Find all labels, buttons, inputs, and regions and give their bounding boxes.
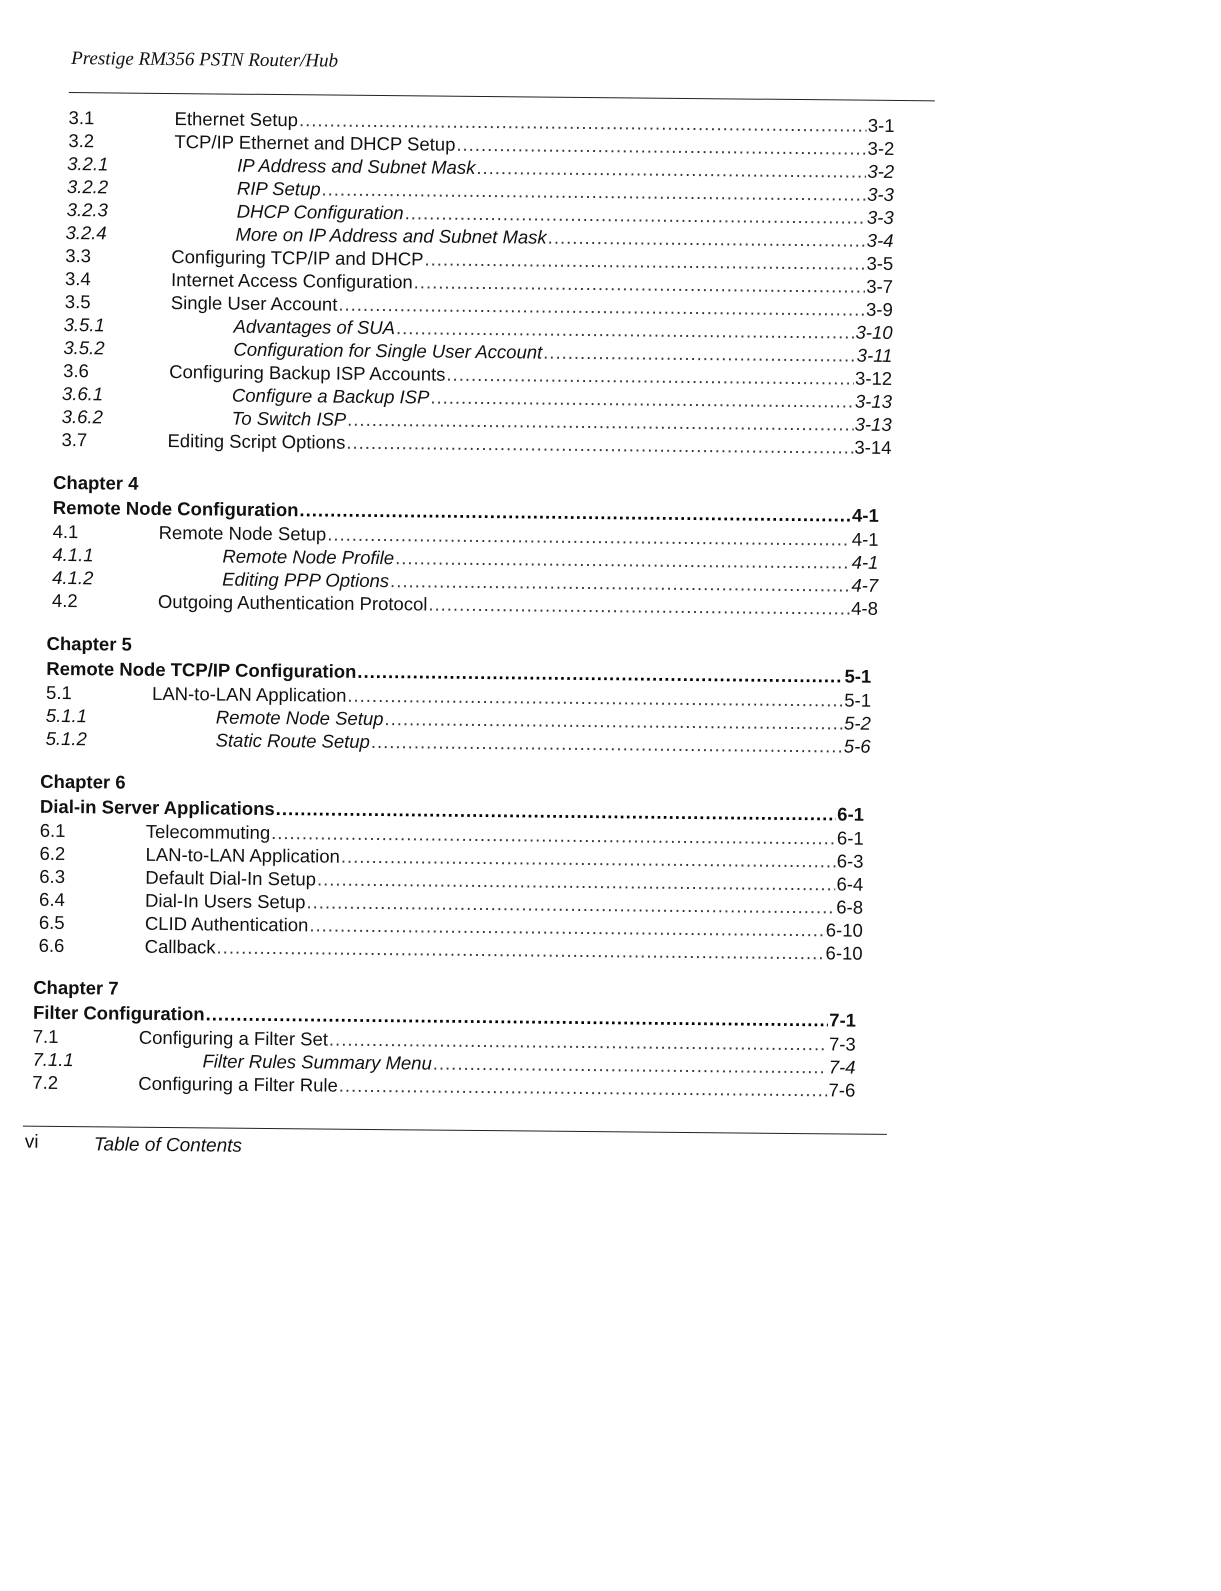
toc-entry-page: 3-4: [866, 229, 894, 251]
toc-entry-title: Configure a Backup ISP: [231, 384, 430, 408]
toc-entry-page: 6-8: [836, 896, 864, 918]
toc-entry-title: Configuring a Filter Set: [138, 1026, 329, 1050]
toc-entry-title: Outgoing Authentication Protocol: [157, 590, 428, 615]
toc-entry-number: 3.7: [61, 428, 88, 451]
toc-entry-number: 3.3: [65, 245, 92, 267]
toc-entry-title: Internet Access Configuration: [170, 269, 413, 293]
toc-entry-number: 6.2: [39, 842, 66, 865]
toc-entry-page: 5-2: [843, 712, 871, 734]
toc-entry-number: 6.1: [39, 819, 66, 842]
toc-entry-title: Editing Script Options: [167, 429, 346, 453]
toc-entry-title: Remote Node Profile: [222, 545, 395, 569]
toc-entry-number: 3.5: [64, 291, 91, 313]
chapter-label: Chapter 7: [33, 976, 119, 999]
toc-entry-title: Advantages of SUA: [233, 315, 396, 339]
toc-entry-title: LAN-to-LAN Application: [151, 682, 347, 706]
toc-entry-page: 7-1: [829, 1009, 857, 1031]
toc-entry-number: 4.1.1: [52, 543, 94, 566]
toc-entry-number: 3.5.1: [63, 313, 105, 336]
toc-entry-title: Remote Node Setup: [215, 706, 384, 730]
toc-entry-title: Dial-in Server Applications: [39, 795, 275, 820]
toc-entry-number: 3.6: [63, 359, 90, 382]
toc-entry-number: 3.2: [68, 130, 95, 152]
toc-entry-page: 3-7: [866, 275, 894, 297]
toc-entry-page: 6-10: [825, 942, 863, 964]
toc-entry-title: Filter Configuration: [32, 1001, 205, 1025]
dot-leader: [543, 341, 856, 367]
header-rule: [69, 92, 935, 101]
toc-entry-page: 3-11: [856, 344, 893, 366]
toc-entry-page: 3-2: [867, 137, 895, 159]
toc-entry-title: Remote Node Configuration: [52, 496, 299, 521]
dot-leader: [216, 935, 824, 964]
toc-entry-number: 7.1: [32, 1025, 59, 1047]
toc-entry-title: DHCP Configuration: [236, 200, 404, 224]
toc-entry-page: 7-4: [828, 1056, 856, 1078]
toc-entry-title: Editing PPP Options: [222, 568, 390, 592]
toc-entry-page: 3-5: [866, 252, 894, 274]
toc-entry-number: 4.1: [52, 520, 79, 543]
toc-entry-title: Remote Node TCP/IP Configuration: [46, 657, 357, 682]
toc-entry-page: 5-1: [844, 665, 872, 687]
toc-entry-page: 5-6: [843, 735, 871, 757]
dot-leader: [428, 593, 850, 620]
toc-entry-number: 3.5.2: [63, 336, 105, 359]
toc-entry-number: 5.1.2: [45, 727, 87, 750]
toc-entry-page: 6-10: [825, 919, 863, 941]
toc-entry-title: Ethernet Setup: [174, 108, 299, 131]
toc-entry-number: 6.3: [39, 865, 66, 888]
toc-entry-page: 3-3: [867, 183, 895, 205]
toc-entry-page: 7-3: [828, 1033, 856, 1055]
toc-entry-page: 7-6: [828, 1079, 856, 1101]
toc-entry-page: 3-14: [854, 436, 892, 458]
dot-leader: [346, 431, 853, 459]
dot-leader: [357, 660, 843, 688]
toc-entry-number: 7.2: [32, 1071, 59, 1093]
chapter-label: Chapter 4: [53, 471, 139, 494]
toc-entry-title: Telecommuting: [145, 820, 271, 843]
toc-entry-number: 5.1: [45, 681, 72, 704]
toc-entry-title: Configuring a Filter Rule: [138, 1072, 338, 1096]
toc-entry-title: CLID Authentication: [144, 912, 309, 936]
toc-entry-page: 3-9: [865, 298, 893, 320]
toc-entry-page: 3-13: [854, 390, 893, 412]
toc-entry-page: 4-7: [851, 574, 879, 596]
toc-entry-number: 6.5: [38, 911, 65, 934]
toc-entry-page: 3-3: [866, 206, 894, 228]
toc-entry-title: Default Dial-In Setup: [145, 866, 317, 890]
toc-entry-number: 3.2.3: [66, 199, 108, 221]
toc-entry-page: 4-1: [851, 504, 879, 526]
toc-entry-number: 4.2: [51, 589, 78, 612]
toc-entry-number: 3.4: [64, 268, 91, 290]
chapter-label: Chapter 6: [40, 770, 126, 793]
toc-entry-page: 6-4: [836, 873, 864, 895]
footer-rule: [23, 1126, 887, 1135]
toc-entry-number: 6.4: [39, 888, 65, 911]
toc-entry-title: TCP/IP Ethernet and DHCP Setup: [174, 131, 456, 155]
dot-leader: [371, 730, 843, 758]
toc-entry-number: 4.1.2: [52, 566, 94, 589]
toc-entry-number: 3.2.2: [66, 176, 109, 198]
toc-entry-page: 5-1: [844, 689, 872, 711]
toc-entry-number: 6.6: [38, 934, 65, 957]
running-header-title: Prestige RM356 PSTN Router/Hub: [71, 48, 339, 72]
toc-entry-title: Configuring TCP/IP and DHCP: [171, 246, 424, 270]
toc-entry-page: 3-2: [867, 160, 895, 182]
toc-entry-title: Remote Node Setup: [158, 521, 327, 545]
toc-entry-title: Configuring Backup ISP Accounts: [169, 361, 446, 385]
footer-page-number: vi: [24, 1131, 39, 1153]
toc-entry-page: 4-8: [851, 597, 879, 619]
dot-leader: [339, 1074, 828, 1102]
toc-entry-title: Callback: [144, 935, 216, 958]
toc-entry-number: 3.6.2: [61, 405, 103, 428]
toc-entry-page: 4-1: [851, 551, 879, 573]
toc-entry-page: 3-12: [855, 367, 893, 389]
toc-entry-page: 3-10: [855, 321, 893, 343]
footer-section-name: Table of Contents: [93, 1134, 243, 1157]
chapter-label: Chapter 5: [46, 632, 132, 655]
toc-entry-page: 4-1: [851, 528, 879, 550]
toc-entry-number: 3.1: [68, 107, 95, 129]
toc-entry-title: RIP Setup: [236, 177, 321, 200]
toc-entry-page: 6-1: [836, 827, 864, 849]
toc-entry-page: 3-1: [867, 114, 895, 136]
toc-entry-title: Configuration for Single User Account: [233, 338, 543, 363]
toc-entry-title: Single User Account: [170, 292, 338, 315]
toc-entry-title: More on IP Address and Subnet Mask: [235, 223, 547, 248]
toc-entry-title: IP Address and Subnet Mask: [237, 154, 476, 178]
toc-entry-title: To Switch ISP: [231, 407, 347, 430]
toc-entry-number: 5.1.1: [45, 704, 88, 727]
toc-entry-title: Filter Rules Summary Menu: [202, 1050, 432, 1074]
toc-entry-title: Static Route Setup: [215, 729, 371, 752]
toc-entry-page: 6-3: [836, 850, 864, 872]
dot-leader: [548, 226, 866, 252]
toc-entry-title: LAN-to-LAN Application: [145, 843, 340, 867]
toc-entry-number: 3.6.1: [61, 382, 104, 405]
toc-entry-page: 3-13: [854, 413, 892, 435]
toc-entry-title: Dial-In Users Setup: [145, 889, 306, 913]
toc-entry-page: 6-1: [837, 803, 865, 825]
toc-entry-number: 7.1.1: [32, 1048, 74, 1071]
toc-entry-number: 3.2.1: [67, 153, 109, 175]
toc-entry-number: 3.2.4: [65, 222, 107, 244]
